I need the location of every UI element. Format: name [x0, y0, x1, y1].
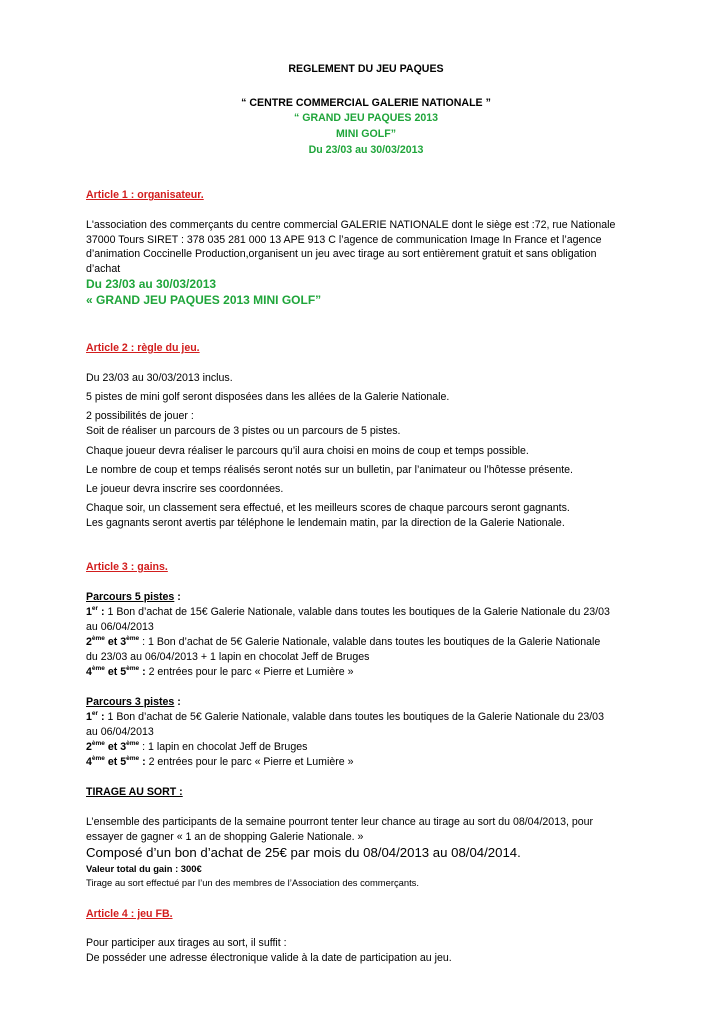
- article-2-line-6: Le joueur devra inscrire ses coordonnées.: [86, 483, 284, 495]
- article-2-line-4: Chaque joueur devra réaliser le parcours qu’il aura choisi en moins de coup et temps possible.: [86, 445, 529, 457]
- document-title: REGLEMENT DU JEU PAQUES: [288, 63, 444, 75]
- article-4-line-1: Pour participer aux tirages au sort, il suffit :: [86, 937, 287, 949]
- parcours-3-second-prize: 2ème et 3ème : 1 lapin en chocolat Jeff de Bruges: [86, 740, 308, 753]
- green-title-line-1: “ GRAND JEU PAQUES 2013: [293, 112, 439, 124]
- article-2-line-1: Du 23/03 au 30/03/2013 inclus.: [86, 372, 233, 384]
- article-2-line-7b: Les gagnants seront avertis par téléphone le lendemain matin, par la direction de la Galerie Nationale.: [86, 517, 565, 529]
- tirage-note: Tirage au sort effectué par l’un des membres de l’Association des commerçants.: [86, 877, 419, 888]
- parcours-5-first-prize: 1er : 1 Bon d’achat de 15€ Galerie Nationale, valable dans toutes les boutiques de la Galerie Nationale du 23/03 au 06/04/2013: [86, 605, 610, 633]
- article-2-line-2: 5 pistes de mini golf seront disposées dans les allées de la Galerie Nationale.: [86, 391, 450, 403]
- parcours-5-heading: Parcours 5 pistes :: [86, 591, 181, 603]
- article-1-heading: Article 1 : organisateur.: [86, 189, 204, 201]
- parcours-5-fourth-prize: 4ème et 5ème : 2 entrées pour le parc « Pierre et Lumière »: [86, 665, 354, 678]
- article-2-line-3a: 2 possibilités de jouer :: [86, 410, 194, 422]
- parcours-3-fourth-prize: 4ème et 5ème : 2 entrées pour le parc « Pierre et Lumière »: [86, 755, 354, 768]
- tirage-total-value: Valeur total du gain : 300€: [86, 863, 202, 874]
- parcours-3-heading: Parcours 3 pistes :: [86, 696, 181, 708]
- article-4-heading: Article 4 : jeu FB.: [86, 908, 173, 920]
- tirage-heading: TIRAGE AU SORT :: [86, 786, 183, 798]
- tirage-body: L’ensemble des participants de la semaine pourront tenter leur chance au tirage au sort du 08/04/2013, pour essayer de gagner « 1 an de shopping Galerie Nationale. »: [86, 816, 594, 843]
- article-1-dates: Du 23/03 au 30/03/2013: [86, 277, 217, 291]
- document-subtitle: “ CENTRE COMMERCIAL GALERIE NATIONALE ”: [241, 97, 491, 109]
- article-1-game-name: « GRAND JEU PAQUES 2013 MINI GOLF”: [86, 293, 322, 307]
- parcours-5-second-prize: 2ème et 3ème : 1 Bon d’achat de 5€ Galerie Nationale, valable dans toutes les boutiques de la Galerie Nationale du 23/03 au 06/04/2013 + 1 lapin en chocolat Jeff de Bruges: [86, 635, 601, 663]
- green-title-line-3: Du 23/03 au 30/03/2013: [308, 144, 424, 156]
- article-3-heading: Article 3 : gains.: [86, 561, 168, 573]
- article-2-line-5: Le nombre de coup et temps réalisés seront notés sur un bulletin, par l’animateur ou l’hôtesse présente.: [86, 464, 574, 476]
- green-title-line-2: MINI GOLF”: [335, 128, 397, 140]
- article-2-heading: Article 2 : règle du jeu.: [86, 342, 200, 354]
- parcours-3-first-prize: 1er : 1 Bon d’achat de 5€ Galerie Nationale, valable dans toutes les boutiques de la Galerie Nationale du 23/03 au 06/04/2013: [86, 710, 604, 738]
- article-1-body: L'association des commerçants du centre commercial GALERIE NATIONALE dont le siège est :72, rue Nationale 37000 Tours SIRET : 378 035 281 000 13 APE 913 C l’agence de communication Image In France et l’agence d’animation Coccinelle Production,organisent un jeu avec tirage au sort entièrement gratuit et sans obligation d’achat: [86, 219, 616, 275]
- article-2-line-7a: Chaque soir, un classement sera effectué, et les meilleurs scores de chaque parcours seront gagnants.: [86, 502, 570, 514]
- article-4-line-2: De posséder une adresse électronique valide à la date de participation au jeu.: [86, 952, 452, 964]
- tirage-prize-description: Composé d’un bon d’achat de 25€ par mois du 08/04/2013 au 08/04/2014.: [86, 845, 521, 860]
- article-2-line-3b: Soit de réaliser un parcours de 3 pistes ou un parcours de 5 pistes.: [86, 425, 401, 437]
